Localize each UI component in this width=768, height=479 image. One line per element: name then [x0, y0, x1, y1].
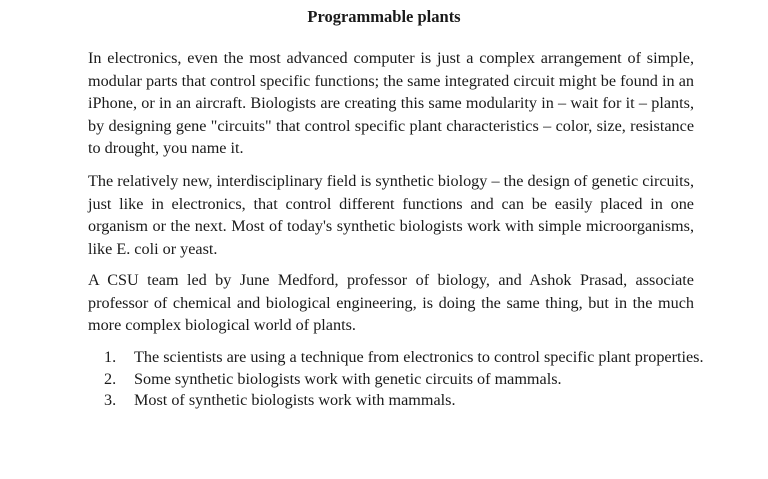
- list-item: [104, 390, 704, 412]
- paragraph-csu-team: A CSU team led by June Medford, professor of biology, and Ashok Prasad, associate professor of chemical and biological engineering, is doing the same thing, but in the much more complex biological world of plants.: [88, 271, 694, 334]
- list-item-text: The scientists are using a technique from electronics to control specific plant properties.: [134, 348, 704, 366]
- list-item-number: 3.: [104, 391, 117, 409]
- list-item: [104, 369, 704, 391]
- list-item-number: 2.: [104, 369, 117, 388]
- list-item-number: 1.: [104, 348, 117, 366]
- document-title: Programmable plants: [307, 7, 461, 26]
- list-item: [104, 347, 704, 369]
- list-item-text: Some synthetic biologists work with genetic circuits of mammals.: [134, 369, 562, 388]
- list-item-text: Most of synthetic biologists work with mammals.: [134, 391, 456, 409]
- paragraph-electronics-modularity: In electronics, even the most advanced computer is just a complex arrangement of simple, modular parts that control specific functions; the same integrated circuit might be found in an iPhone, or in an aircraft. Biologists are creating this same modularity in – wait for it – plants, by designing gene "circuits" that control specific plant characteristics – color, size, resistance to drought, you name it.: [88, 49, 694, 157]
- paragraph-synthetic-biology: The relatively new, interdisciplinary field is synthetic biology – the design of genetic circuits, just like in electronics, that control different functions and can be easily placed in one organism or the next. Most of today's synthetic biologists work with simple microorganisms, like E. coli or yeast.: [88, 172, 694, 258]
- statements-list: [104, 347, 704, 412]
